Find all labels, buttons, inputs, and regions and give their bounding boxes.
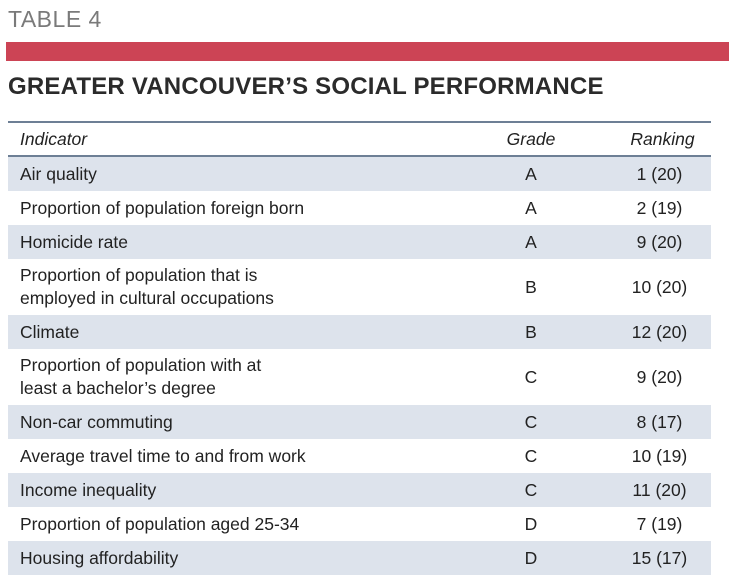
table-row — [8, 191, 711, 225]
grade-cell: D — [524, 547, 538, 568]
grade-cell: C — [524, 411, 538, 432]
header-ranking: Ranking — [630, 128, 695, 149]
indicator-line-1: Proportion of population with at — [20, 355, 262, 375]
grade-cell: A — [525, 163, 537, 184]
ranking-cell: 10 (20) — [631, 276, 688, 297]
grade-cell: C — [524, 366, 538, 387]
grade-cell: D — [524, 513, 538, 534]
table-title: GREATER VANCOUVER’S SOCIAL PERFORMANCE — [8, 73, 604, 100]
indicator-cell: Housing affordability — [20, 547, 179, 568]
ranking-cell: 11 (20) — [632, 479, 687, 500]
indicator-cell: Homicide rate — [20, 231, 128, 252]
grade-cell: C — [524, 479, 538, 500]
table-row — [8, 405, 711, 439]
indicator-cell — [8, 264, 448, 310]
indicator-line-1: Proportion of population that is — [20, 265, 258, 285]
table-header-row — [8, 123, 711, 157]
social-performance-table — [8, 121, 711, 575]
indicator-line-2: least a bachelor’s degree — [20, 378, 216, 398]
table-row — [8, 439, 711, 473]
indicator-cell: Air quality — [20, 163, 97, 184]
grade-cell: B — [525, 321, 537, 342]
indicator-cell: Climate — [20, 321, 80, 342]
indicator-cell: Non-car commuting — [20, 411, 173, 432]
ranking-cell: 9 (20) — [636, 231, 683, 252]
indicator-cell — [8, 354, 448, 400]
indicator-cell: Average travel time to and from work — [20, 445, 306, 466]
table-row — [8, 157, 711, 191]
grade-cell: C — [524, 445, 538, 466]
indicator-cell: Proportion of population foreign born — [20, 197, 305, 218]
table-row — [8, 507, 711, 541]
indicator-line-2: employed in cultural occupations — [20, 288, 274, 308]
ranking-cell: 10 (19) — [631, 445, 688, 466]
ranking-cell: 12 (20) — [631, 321, 688, 342]
ranking-cell: 8 (17) — [636, 411, 683, 432]
ranking-cell: 7 (19) — [636, 513, 683, 534]
ranking-cell: 2 (19) — [636, 197, 683, 218]
table-row — [8, 541, 711, 575]
indicator-cell: Income inequality — [20, 479, 157, 500]
table-row — [8, 473, 711, 507]
table-row — [8, 315, 711, 349]
accent-bar — [6, 42, 729, 61]
table-row — [8, 259, 711, 315]
table-row — [8, 349, 711, 405]
grade-cell: A — [525, 231, 537, 252]
ranking-cell: 15 (17) — [631, 547, 688, 568]
indicator-cell: Proportion of population aged 25-34 — [20, 513, 300, 534]
header-grade: Grade — [506, 128, 556, 149]
grade-cell: A — [525, 197, 537, 218]
table-number-label: TABLE 4 — [8, 6, 102, 32]
ranking-cell: 1 (20) — [636, 163, 683, 184]
ranking-cell: 9 (20) — [636, 366, 683, 387]
table-row — [8, 225, 711, 259]
header-indicator: Indicator — [20, 128, 88, 149]
grade-cell: B — [525, 276, 537, 297]
